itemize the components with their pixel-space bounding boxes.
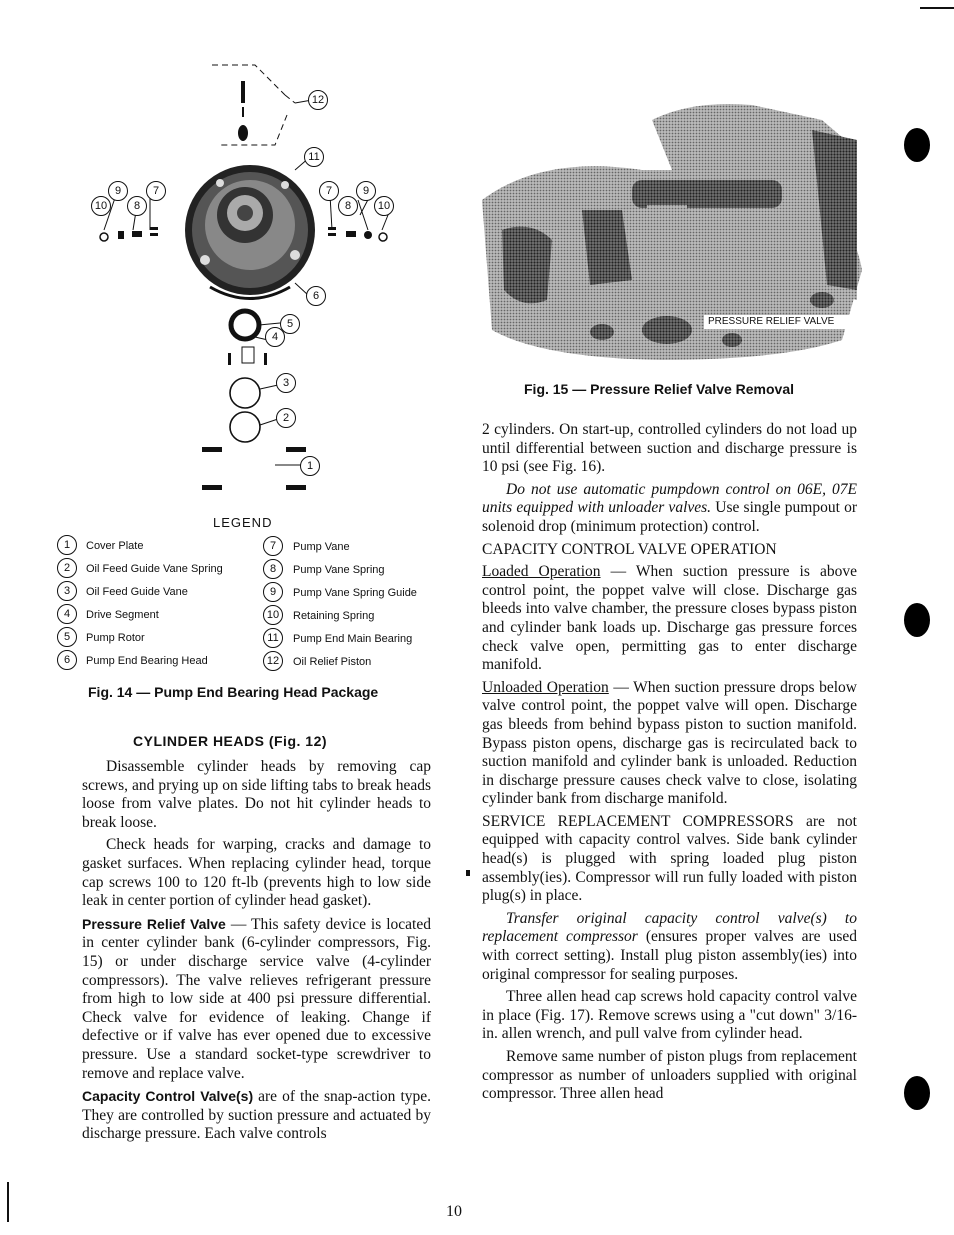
callout-12: 12 <box>308 90 328 110</box>
pressure-relief-valve-lead: Pressure Relief Valve <box>82 915 226 932</box>
legend-label-12: Oil Relief Piston <box>293 656 372 668</box>
right-paragraph-1: 2 cylinders. On start-up, controlled cylinders do not load up until differential between suction and discharge pressure is 10 psi (see Fig. 16). <box>482 421 857 476</box>
margin-mark <box>466 870 470 876</box>
right-paragraph-6 <box>482 910 857 984</box>
right-paragraph-2 <box>482 481 857 537</box>
legend-num-5: 5 <box>57 627 77 647</box>
legend-num-6: 6 <box>57 650 77 670</box>
left-paragraph-4 <box>82 1087 431 1144</box>
cover-plate-bolts <box>202 447 306 490</box>
callout-3: 3 <box>276 373 296 393</box>
legend-label-7: Pump Vane <box>293 541 350 553</box>
callout-9-left: 9 <box>108 181 128 201</box>
legend-num-10: 10 <box>263 605 283 625</box>
legend-label-2: Oil Feed Guide Vane Spring <box>86 563 223 575</box>
capacity-control-valve-text: are of the snap-action type. They are controlled by suction pressure and actuated by discharge pressure. Each valve controls <box>82 1088 432 1143</box>
left-margin-rule <box>7 1182 9 1222</box>
transfer-valves-text: (ensures proper valves are used with correct setting). Install plug piston assembly(ies) into original compressor for sealing purposes. <box>482 928 858 983</box>
legend-title: LEGEND <box>213 515 273 530</box>
legend-num-8: 8 <box>263 559 283 579</box>
legend-num-11: 11 <box>263 628 283 648</box>
callout-8-right: 8 <box>338 196 358 216</box>
callout-4: 4 <box>265 327 285 347</box>
legend-num-3: 3 <box>57 581 77 601</box>
unloaded-operation-text: — When suction pressure drops below valve control point, the poppet valve will open. Discharge gas bleeds from behind bypass piston to suction manifold. Bypass piston opens, discharge gas is recirculated back to suction manifold and cylinder bank is unloaded. Reduction in discharge pressure causes check valve to close, isolating cylinder bank from discharge manifold. <box>482 678 857 808</box>
figure-15-caption: Fig. 15 — Pressure Relief Valve Removal <box>524 381 795 397</box>
capacity-control-valve-lead: Capacity Control Valve(s) <box>82 1088 254 1105</box>
right-paragraph-5: SERVICE REPLACEMENT COMPRESSORS are not equipped with capacity control valves. Side bank cylinder head(s) is plugged with spring loaded plug piston assembly(ies). Compressor will run fully loaded with piston plug(s) in place. <box>482 812 857 905</box>
right-paragraph-7: Three allen head cap screws hold capacity control valve in place (Fig. 17). Remove screws using a "cut down" 3/16-in. allen wrench, and pull valve from cylinder head. <box>482 988 857 1043</box>
unloaded-operation-lead: Unloaded Operation <box>482 678 609 696</box>
legend-num-9: 9 <box>263 582 283 602</box>
callout-8-left: 8 <box>127 196 147 216</box>
loaded-operation-lead: Loaded Operation <box>482 563 601 581</box>
callout-6: 6 <box>306 286 326 306</box>
legend-label-9: Pump Vane Spring Guide <box>293 587 417 599</box>
left-paragraph-3 <box>82 915 431 1083</box>
callout-1: 1 <box>300 456 320 476</box>
page-number: 10 <box>446 1203 462 1220</box>
oil-relief-piston-parts <box>212 65 312 145</box>
right-paragraph-8: Remove same number of piston plugs from replacement compressor as number of unloaders supplied with original compressor. Three allen head <box>482 1048 857 1103</box>
cylinder-heads-heading: CYLINDER HEADS (Fig. 12) <box>133 733 328 749</box>
legend-label-6: Pump End Bearing Head <box>86 655 208 667</box>
legend-label-1: Cover Plate <box>86 540 144 552</box>
legend-num-4: 4 <box>57 604 77 624</box>
transfer-valves-italic: Transfer original capacity control valve(s) to replacement compressor <box>482 909 857 946</box>
legend-num-2: 2 <box>57 558 77 578</box>
pump-end-bearing-head-drawing <box>90 55 430 505</box>
pumpdown-text: Use single pumpout or solenoid drop (minimum protection) control. <box>482 499 858 535</box>
figure-14-caption: Fig. 14 — Pump End Bearing Head Package <box>88 684 379 700</box>
margin-change-dot-1 <box>904 128 930 162</box>
callout-11: 11 <box>304 147 324 167</box>
corner-rule <box>920 7 954 9</box>
photo-label: PRESSURE RELIEF VALVE <box>708 316 835 327</box>
callout-5: 5 <box>280 314 300 334</box>
pressure-relief-valve-text: — This safety device is located in center cylinder bank (6-cylinder compressors, Fig. 15) or under discharge service valve (4-cylinder compressors). The valve relieves refrigerant pressure from high to low side at 400 psi pressure differential. Check valve for evidence of leaking. Change if defective or if valve has ever opened due to excessive pressure. Use a standard socket-type screwdriver to remove and replace valve. <box>82 915 431 1082</box>
callout-7-right: 7 <box>319 181 339 201</box>
legend-label-11: Pump End Main Bearing <box>293 633 413 645</box>
right-paragraph-4 <box>482 679 857 809</box>
callout-2: 2 <box>276 408 296 428</box>
legend-num-1: 1 <box>57 535 77 555</box>
callout-9-right: 9 <box>356 181 376 201</box>
legend-label-4: Drive Segment <box>86 609 159 621</box>
legend-num-7: 7 <box>263 536 283 556</box>
left-paragraph-2: Check heads for warping, cracks and damage to gasket surfaces. When replacing cylinder head, torque cap screws 100 to 120 ft-lb (prevents high to low side leak in center portion of cylinder head gasket). <box>82 836 431 910</box>
left-column-body <box>82 758 431 1148</box>
right-column-body <box>482 421 857 1108</box>
callout-10-right: 10 <box>374 196 394 216</box>
pumpdown-warning: Do not use automatic pumpdown control on 06E, 07E units equipped with unloader valves. <box>482 480 857 517</box>
callout-10-left: 10 <box>91 196 111 216</box>
right-paragraph-3 <box>482 563 857 675</box>
legend-label-8: Pump Vane Spring <box>293 564 385 576</box>
capacity-control-heading: CAPACITY CONTROL VALVE OPERATION <box>482 540 777 558</box>
margin-change-dot-3 <box>904 1076 930 1110</box>
left-paragraph-1: Disassemble cylinder heads by removing cap screws, and prying up on side lifting tabs to break heads loose from valve plates. Do not hit cylinder heads to break loose. <box>82 758 431 831</box>
pressure-relief-valve-photo <box>482 60 862 370</box>
legend-num-12: 12 <box>263 651 283 671</box>
legend-label-5: Pump Rotor <box>86 632 145 644</box>
callout-7-left: 7 <box>146 181 166 201</box>
bearing-head-disc <box>185 157 315 299</box>
legend-label-3: Oil Feed Guide Vane <box>86 586 188 598</box>
legend-label-10: Retaining Spring <box>293 610 375 622</box>
margin-change-dot-2 <box>904 603 930 637</box>
loaded-operation-text: — When suction pressure is above control point, the poppet valve will close. Discharge gas bleeds into valve chamber, the pressure closes bypass piston and cylinder bank loads up. Discharge gas pressure forces check valve open, permitting gas to enter discharge manifold. <box>482 563 857 674</box>
